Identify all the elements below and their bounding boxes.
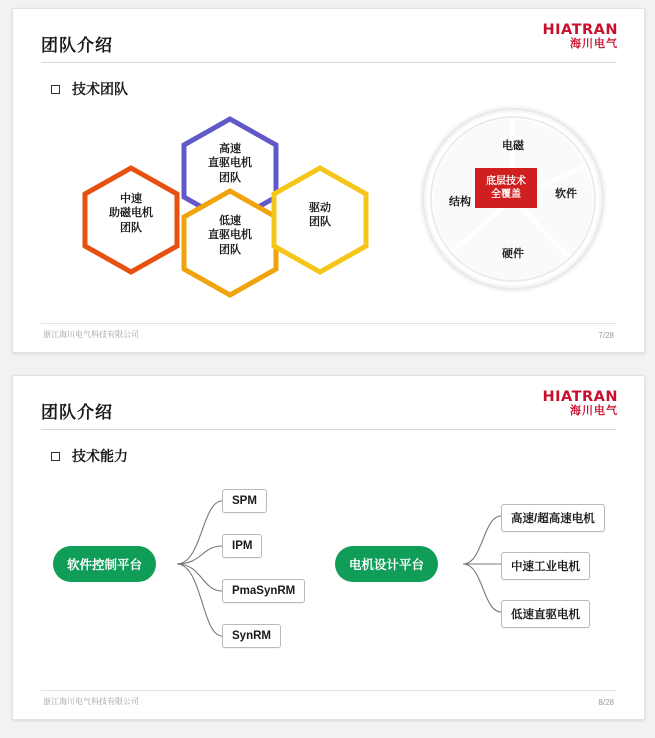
company-logo: [542, 23, 618, 51]
mindmap-node-spm[interactable]: SPM: [222, 489, 267, 513]
footer-divider: [41, 323, 616, 324]
mindmap-node-high-speed[interactable]: 高速/超高速电机: [501, 504, 605, 532]
hexagon-label-drive: 驱动 团队: [309, 202, 331, 229]
donut-label-segment-0: 电磁: [502, 140, 524, 152]
footer-page-number-2: 8/28: [598, 698, 614, 707]
mindmap-node-ipm[interactable]: IPM: [222, 534, 262, 558]
hexagon-drive: [274, 168, 366, 272]
donut-center-label: [475, 168, 537, 208]
hexagon-low-speed: [184, 191, 276, 295]
mindmap-root-motor[interactable]: 电机设计平台: [335, 546, 438, 582]
footer-page-number: 7/28: [598, 331, 614, 340]
mindmap-node-low-speed[interactable]: 低速直驱电机: [501, 600, 590, 628]
hexagon-mid-speed: [85, 168, 177, 272]
square-bullet-icon-2: [51, 452, 60, 461]
hexagon-label-high-speed: 高速 直驱电机 团队: [208, 143, 252, 184]
section-heading: [51, 79, 128, 99]
hexagon-diagram: [73, 104, 373, 309]
donut-label-segment-2: 硬件: [502, 248, 524, 260]
logo-text-en-2: HIATRAN: [542, 389, 618, 405]
hexagon-label-low-speed: 低速 直驱电机 团队: [208, 215, 252, 256]
donut-label-segment-1: 软件: [555, 188, 577, 200]
title-divider-2: [41, 429, 616, 430]
logo-text-cn-2: 海川电气: [570, 405, 618, 418]
mindmap-node-synrm[interactable]: SynRM: [222, 624, 281, 648]
section-heading-2: [51, 446, 128, 466]
slide-1: [12, 8, 645, 353]
donut-label-segment-3: 结构: [449, 196, 471, 208]
hexagon-label-mid-speed: 中速 助磁电机 团队: [109, 193, 153, 234]
mindmap-root-software[interactable]: 软件控制平台: [53, 546, 156, 582]
footer-company-2: 浙江海川电气科技有限公司: [43, 697, 139, 706]
footer-company: 浙江海川电气科技有限公司: [43, 330, 139, 339]
mindmap-software-platform: [37, 476, 327, 656]
section-heading-label-2: 技术能力: [72, 448, 128, 464]
slide-2: [12, 375, 645, 720]
logo-text-cn: 海川电气: [570, 38, 618, 51]
mindmap-node-pmasynrm[interactable]: PmaSynRM: [222, 579, 305, 603]
footer-divider-2: [41, 690, 616, 691]
page-title-2: 团队介绍: [41, 403, 113, 422]
square-bullet-icon: [51, 85, 60, 94]
title-divider: [41, 62, 616, 63]
donut-diagram: [421, 107, 606, 292]
logo-text-en: HIATRAN: [542, 22, 618, 38]
hexagon-shapes: [73, 104, 373, 309]
page-title: 团队介绍: [41, 36, 113, 55]
section-heading-label: 技术团队: [72, 81, 128, 97]
donut-center-line1: 底层技术: [486, 175, 526, 187]
donut-center-line2: 全覆盖: [491, 189, 521, 200]
company-logo-2: [542, 390, 618, 418]
mindmap-motor-platform: [323, 476, 623, 656]
mindmap-node-industrial[interactable]: 中速工业电机: [501, 552, 590, 580]
